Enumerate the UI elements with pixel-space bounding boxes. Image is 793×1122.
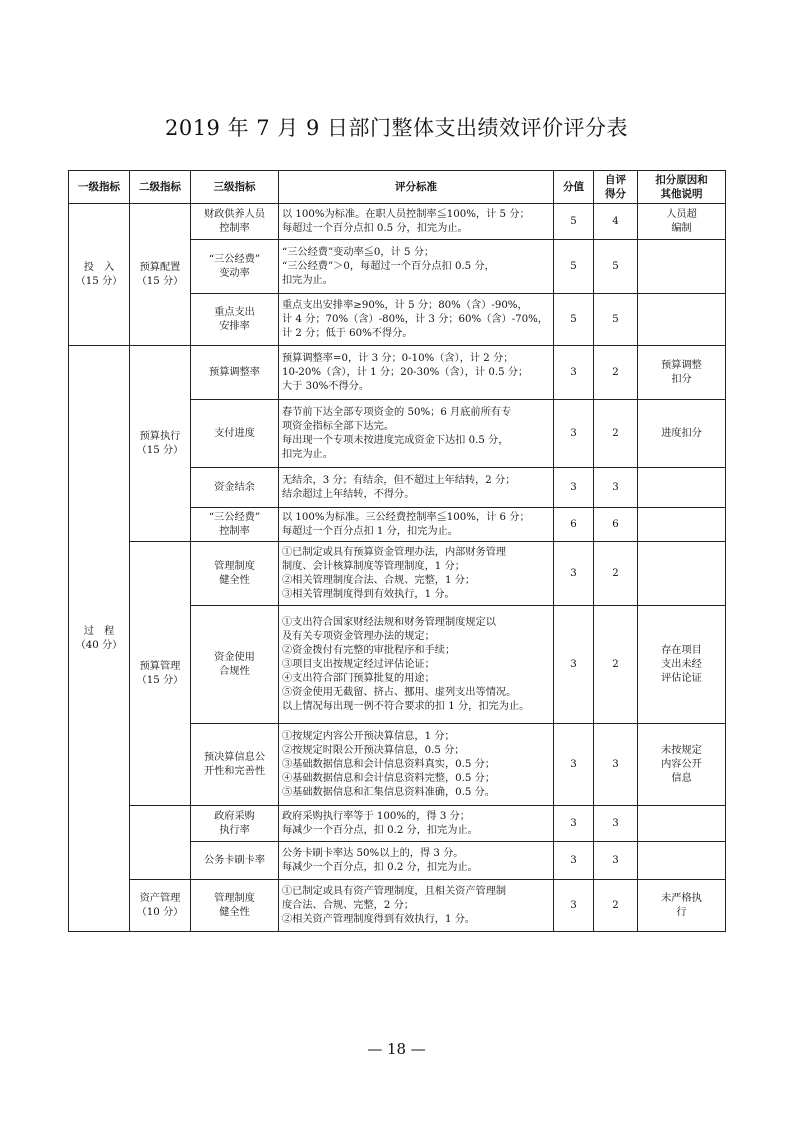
standard-text: 春节前下达全部专项资金的 50%；6 月底前所有专 项资金指标全部下达完。 每出现一个专项未按进度完成资金下达扣 0.5 分， 扣完为止。 <box>279 400 554 468</box>
self-score-value: 4 <box>594 204 638 240</box>
reason-text <box>638 806 726 842</box>
score-value: 3 <box>554 542 594 606</box>
self-score-value: 2 <box>594 346 638 400</box>
self-score-value: 5 <box>594 294 638 346</box>
self-score-value: 2 <box>594 400 638 468</box>
self-score-value: 5 <box>594 240 638 294</box>
level3-name: 支付进度 <box>191 400 279 468</box>
standard-text: ①已制定或具有预算资金管理办法，内部财务管理 制度、会计核算制度等管理制度，1 分； ②相关管理制度合法、合规、完整，1 分； ③相关管理制度得到有效执行，1 分。 <box>279 542 554 606</box>
header-level1: 一级指标 <box>69 171 130 204</box>
standard-text: 重点支出安排率≥90%，计 5 分；80%（含）-90%， 计 4 分；70%（含）-80%，计 3 分；60%（含）-70%， 计 2 分；低于 60%不得分。 <box>279 294 554 346</box>
header-standard: 评分标准 <box>279 171 554 204</box>
header-score: 分值 <box>554 171 594 204</box>
score-value: 5 <box>554 294 594 346</box>
level3-name: 公务卡刷卡率 <box>191 842 279 880</box>
table-row <box>69 806 726 842</box>
score-value: 3 <box>554 400 594 468</box>
page-title: 2019 年 7 月 9 日部门整体支出绩效评价评分表 <box>164 116 629 140</box>
score-value: 3 <box>554 806 594 842</box>
score-value: 5 <box>554 240 594 294</box>
score-value: 3 <box>554 468 594 508</box>
reason-text <box>638 468 726 508</box>
score-value: 6 <box>554 508 594 542</box>
reason-text: 人员超 编制 <box>638 204 726 240</box>
reason-text: 存在项目 支出未经 评估论证 <box>638 606 726 724</box>
score-table <box>68 170 726 932</box>
header-reason: 扣分原因和 其他说明 <box>638 171 726 204</box>
score-value: 3 <box>554 842 594 880</box>
standard-text: 预算调整率=0，计 3 分；0-10%（含），计 2 分； 10-20%（含），计 1 分；20-30%（含），计 0.5 分； 大于 30%不得分。 <box>279 346 554 400</box>
standard-text: “三公经费”变动率≦0，计 5 分； “三公经费”＞0，每超过一个百分点扣 0.5 分， 扣完为止。 <box>279 240 554 294</box>
table-row <box>69 880 726 932</box>
reason-text: 预算调整 扣分 <box>638 346 726 400</box>
table-row <box>69 542 726 606</box>
self-score-value: 2 <box>594 880 638 932</box>
score-value: 3 <box>554 724 594 806</box>
reason-text <box>638 842 726 880</box>
standard-text: 以 100%为标准。三公经费控制率≦100%，计 6 分； 每超过一个百分点扣 1 分，扣完为止。 <box>279 508 554 542</box>
table-row <box>69 204 726 240</box>
level3-name: “三公经费” 控制率 <box>191 508 279 542</box>
standard-text: ①按规定内容公开预决算信息，1 分； ②按规定时限公开预决算信息，0.5 分； ③基础数据信息和会计信息资料真实，0.5 分； ④基础数据信息和会计信息资料完整，0.5 分； ⑤基础数据信息和汇集信息资料准确，0.5 分。 <box>279 724 554 806</box>
page-number: — 18 — <box>367 1040 426 1058</box>
reason-text <box>638 508 726 542</box>
reason-text: 未严格执 行 <box>638 880 726 932</box>
level3-name: 预算调整率 <box>191 346 279 400</box>
level3-name: 政府采购 执行率 <box>191 806 279 842</box>
level3-name: 管理制度 健全性 <box>191 880 279 932</box>
self-score-value: 3 <box>594 468 638 508</box>
reason-text: 进度扣分 <box>638 400 726 468</box>
level2-budget-allocation: 预算配置 （15 分） <box>130 204 191 346</box>
header-level2: 二级指标 <box>130 171 191 204</box>
level3-name: 资金结余 <box>191 468 279 508</box>
level2-asset-management: 资产管理 （10 分） <box>130 880 191 932</box>
standard-text: 公务卡刷卡率达 50%以上的，得 3 分。 每减少一个百分点，扣 0.2 分，扣完为止。 <box>279 842 554 880</box>
self-score-value: 2 <box>594 606 638 724</box>
level2-budget-management: 预算管理 （15 分） <box>130 542 191 806</box>
standard-text: 无结余，3 分；有结余，但不超过上年结转，2 分； 结余超过上年结转，不得分。 <box>279 468 554 508</box>
score-value: 3 <box>554 606 594 724</box>
reason-text <box>638 240 726 294</box>
reason-text: 未按规定 内容公开 信息 <box>638 724 726 806</box>
header-level3: 三级指标 <box>191 171 279 204</box>
level3-name: 预决算信息公 开性和完善性 <box>191 724 279 806</box>
score-value: 5 <box>554 204 594 240</box>
self-score-value: 3 <box>594 806 638 842</box>
standard-text: ①支出符合国家财经法规和财务管理制度规定以 及有关专项资金管理办法的规定； ②资金拨付有完整的审批程序和手续； ③项目支出按规定经过评估论证； ④支出符合部门预算批复的用途； ⑤资金使用无截留、挤占、挪用、虚列支出等情况。 以上情况每出现一例不符合要求的扣 1 分，扣完为止。 <box>279 606 554 724</box>
level3-name: 重点支出 安排率 <box>191 294 279 346</box>
level3-name: 管理制度 健全性 <box>191 542 279 606</box>
self-score-value: 6 <box>594 508 638 542</box>
reason-text <box>638 542 726 606</box>
self-score-value: 2 <box>594 542 638 606</box>
self-score-value: 3 <box>594 724 638 806</box>
self-score-value: 3 <box>594 842 638 880</box>
score-value: 3 <box>554 346 594 400</box>
standard-text: ①已制定或具有资产管理制度，且相关资产管理制 度合法、合规、完整，2 分； ②相关资产管理制度得到有效执行，1 分。 <box>279 880 554 932</box>
level3-name: 财政供养人员 控制率 <box>191 204 279 240</box>
score-value: 3 <box>554 880 594 932</box>
standard-text: 政府采购执行率等于 100%的，得 3 分； 每减少一个百分点，扣 0.2 分，扣完为止。 <box>279 806 554 842</box>
reason-text <box>638 294 726 346</box>
level3-name: “三公经费” 变动率 <box>191 240 279 294</box>
level2-budget-execution: 预算执行 （15 分） <box>130 346 191 542</box>
table-header-row <box>69 171 726 204</box>
level1-process: 过 程 （40 分） <box>69 346 130 932</box>
table-row <box>69 346 726 400</box>
standard-text: 以 100%为标准。在职人员控制率≦100%，计 5 分； 每超过一个百分点扣 0.5 分，扣完为止。 <box>279 204 554 240</box>
level2-empty <box>130 806 191 880</box>
level3-name: 资金使用 合规性 <box>191 606 279 724</box>
header-self-score: 自评 得分 <box>594 171 638 204</box>
level1-input: 投 入 （15 分） <box>69 204 130 346</box>
